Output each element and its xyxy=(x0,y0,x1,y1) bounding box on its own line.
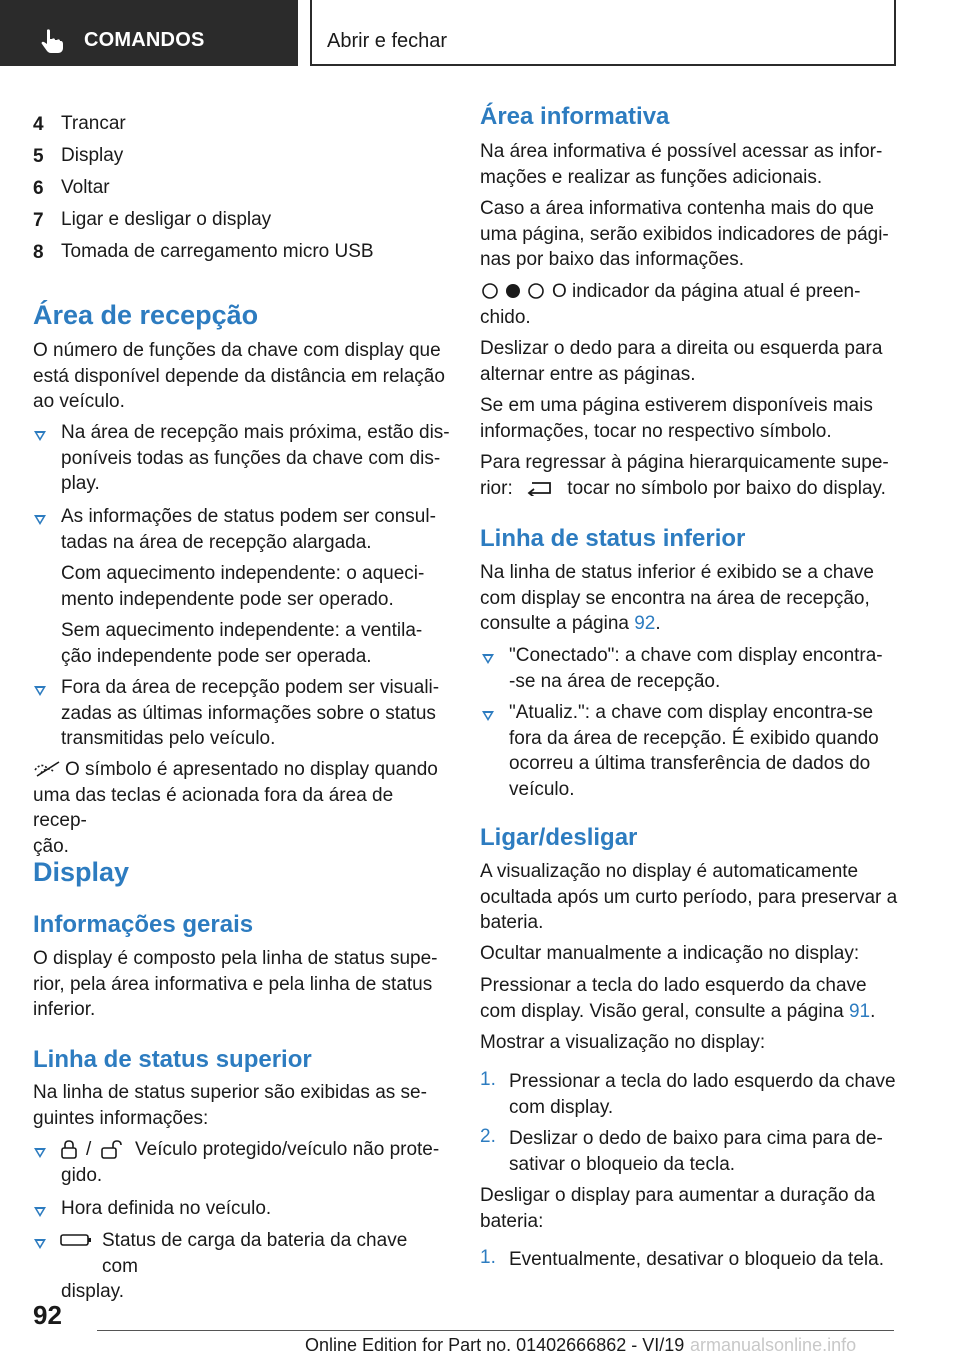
bullet-line: Hora definida no veículo. xyxy=(61,1198,272,1219)
list-number: 6 xyxy=(33,178,44,199)
section-title: COMANDOS xyxy=(84,29,205,51)
list-item: Display xyxy=(61,145,124,166)
list-item: Voltar xyxy=(61,177,110,198)
heading-area-informativa: Área informativa xyxy=(480,103,670,130)
bullet-line: Status de carga da bateria da chave com xyxy=(102,1230,408,1277)
bullet-triangle-icon xyxy=(34,1148,46,1158)
bullet-line: zadas as últimas informações sobre o status xyxy=(61,702,436,724)
bullet-triangle-icon xyxy=(34,1239,46,1249)
list-number: 8 xyxy=(33,242,44,263)
paragraph-line: Para regressar à página hierarquicamente supe- xyxy=(480,452,889,473)
ordered-number: 2. xyxy=(480,1126,496,1147)
paragraph-line: Deslizar o dedo para a direita ou esquerda para xyxy=(480,338,883,359)
bullet-line: "Atualiz.": a chave com display encontra-se xyxy=(509,702,874,723)
bullet-line: ocorreu a última transferência de dados do xyxy=(509,753,871,774)
paragraph-line: ção. xyxy=(33,835,69,857)
bullet-line: transmitidas pelo veículo. xyxy=(61,728,276,749)
paragraph-line: ocultada após um curto período, para preservar a xyxy=(480,886,898,908)
ordered-line: Pressionar a tecla do lado esquerdo da chave xyxy=(509,1071,896,1092)
paragraph-line: bateria: xyxy=(480,1210,544,1232)
bullet-line: Sem aquecimento independente: a ventila- xyxy=(61,620,423,641)
paragraph-line: Pressionar a tecla do lado esquerdo da chave xyxy=(480,975,867,996)
paragraph-line: uma das teclas é acionada fora da área de recep- xyxy=(33,784,394,831)
paragraph-line: O indicador da página atual é preen- xyxy=(552,281,861,302)
paragraph-text: . xyxy=(655,613,661,634)
paragraph-line: com display se encontra na área de recepção, xyxy=(480,587,870,609)
heading-display: Display xyxy=(33,857,130,887)
back-arrow-icon xyxy=(526,480,554,496)
paragraph-line: Se em uma página estiverem disponíveis mais xyxy=(480,395,873,416)
paragraph-text: com display. Visão geral, consulte a página xyxy=(480,1000,844,1022)
ordered-line: Deslizar o dedo de baixo para cima para de- xyxy=(509,1128,883,1149)
paragraph-line: O símbolo é apresentado no display quando xyxy=(65,759,438,780)
paragraph-text: . xyxy=(870,1000,876,1022)
bullet-triangle-icon xyxy=(482,711,494,721)
paragraph-line: Mostrar a visualização no display: xyxy=(480,1032,766,1053)
separator-slash: / xyxy=(86,1139,92,1160)
list-number: 5 xyxy=(33,146,44,167)
heading-info: Informações gerais xyxy=(33,911,254,938)
paragraph-line: ao veículo. xyxy=(33,391,125,412)
paragraph-line: uma página, serão exibidos indicadores de pági- xyxy=(480,223,889,245)
ordered-number: 1. xyxy=(480,1069,496,1090)
paragraph-line: rior, pela área informativa e pela linha de status xyxy=(33,973,433,995)
footer-edition: Online Edition for Part no. 01402666862 - VI/19 xyxy=(305,1335,685,1355)
paragraph-line: Ocultar manualmente a indicação no display: xyxy=(480,943,860,964)
bullet-line: play. xyxy=(61,473,100,494)
list-item: Trancar xyxy=(61,113,126,134)
paragraph-text: consulte a página xyxy=(480,613,629,634)
list-number: 4 xyxy=(33,114,44,135)
subsection-title: Abrir e fechar xyxy=(327,30,448,52)
bullet-triangle-icon xyxy=(34,431,46,441)
bullet-line: tadas na área de recepção alargada. xyxy=(61,531,372,553)
paragraph-line: alternar entre as páginas. xyxy=(480,363,696,385)
paragraph-line: guintes informações: xyxy=(33,1107,209,1129)
bullet-line: ção independente pode ser operada. xyxy=(61,645,372,667)
bullet-line: poníveis todas as funções da chave com dis- xyxy=(61,447,441,469)
hand-pointer-icon xyxy=(40,28,64,54)
bullet-line: "Conectado": a chave com display encontra- xyxy=(509,645,883,666)
paragraph-line: Caso a área informativa contenha mais do que xyxy=(480,198,874,219)
bullet-line: -se na área de recepção. xyxy=(509,670,721,692)
list-item: Tomada de carregamento micro USB xyxy=(61,241,374,262)
bullet-triangle-icon xyxy=(482,654,494,664)
paragraph-line: A visualização no display é automaticamente xyxy=(480,861,859,882)
page-link-91[interactable]: 91 xyxy=(848,1000,871,1022)
list-item: Ligar e desligar o display xyxy=(61,209,272,230)
paragraph-line: Na linha de status inferior é exibido se a chave xyxy=(480,562,874,583)
ordered-number: 1. xyxy=(480,1247,496,1268)
paragraph-line: está disponível depende da distância em relação xyxy=(33,365,445,387)
paragraph-line: Desligar o display para aumentar a duração da xyxy=(480,1185,876,1206)
subsection-tab xyxy=(310,0,896,66)
paragraph-line: O display é composto pela linha de status supe- xyxy=(33,948,438,969)
paragraph-line: O número de funções da chave com display que xyxy=(33,340,441,361)
section-tab xyxy=(0,0,298,66)
bullet-line: Na área de recepção mais próxima, estão dis- xyxy=(61,422,450,443)
footer-watermark: armanualsonline.info xyxy=(690,1335,857,1355)
page-header xyxy=(0,0,960,66)
footer-divider xyxy=(97,1330,894,1331)
page-link-92[interactable]: 92 xyxy=(634,613,656,634)
ordered-line: Eventualmente, desativar o bloqueio da tela. xyxy=(509,1249,884,1270)
paragraph-line: informações, tocar no respectivo símbolo. xyxy=(480,420,832,442)
heading-ligar-desligar: Ligar/desligar xyxy=(480,824,638,851)
paragraph-line: Na área informativa é possível acessar as infor- xyxy=(480,141,883,162)
bullet-line: Com aquecimento independente: o aqueci- xyxy=(61,563,425,584)
bullet-line: As informações de status podem ser consul- xyxy=(61,506,436,527)
bullet-line: veículo. xyxy=(509,778,575,800)
ordered-line: sativar o bloqueio da tecla. xyxy=(509,1153,736,1175)
paragraph-line: Na linha de status superior são exibidas as se- xyxy=(33,1082,427,1103)
paragraph-line: inferior. xyxy=(33,999,96,1020)
bullet-line: Fora da área de recepção podem ser visuali- xyxy=(61,677,440,698)
bullet-triangle-icon xyxy=(34,515,46,525)
heading-superior: Linha de status superior xyxy=(33,1046,312,1073)
paragraph-line: chido. xyxy=(480,306,531,328)
ordered-line: com display. xyxy=(509,1096,614,1118)
paragraph-text: rior: xyxy=(480,477,513,499)
heading-recepcao: Área de recepção xyxy=(33,300,259,330)
page-number: 92 xyxy=(33,1300,62,1330)
paragraph-text: tocar no símbolo por baixo do display. xyxy=(567,477,886,499)
bullet-triangle-icon xyxy=(34,1207,46,1217)
paragraph-line: bateria. xyxy=(480,912,544,933)
bullet-line: Veículo protegido/veículo não prote- xyxy=(135,1139,440,1160)
bullet-line: fora da área de recepção. É exibido quando xyxy=(509,727,879,749)
bullet-line: mento independente pode ser operado. xyxy=(61,588,394,610)
heading-inferior: Linha de status inferior xyxy=(480,525,746,552)
list-number: 7 xyxy=(33,210,44,231)
bullet-line: display. xyxy=(61,1281,125,1302)
paragraph-line: nas por baixo das informações. xyxy=(480,249,745,270)
bullet-line: gido. xyxy=(61,1164,103,1186)
bullet-triangle-icon xyxy=(34,686,46,696)
paragraph-line: mações e realizar as funções adicionais. xyxy=(480,166,823,188)
